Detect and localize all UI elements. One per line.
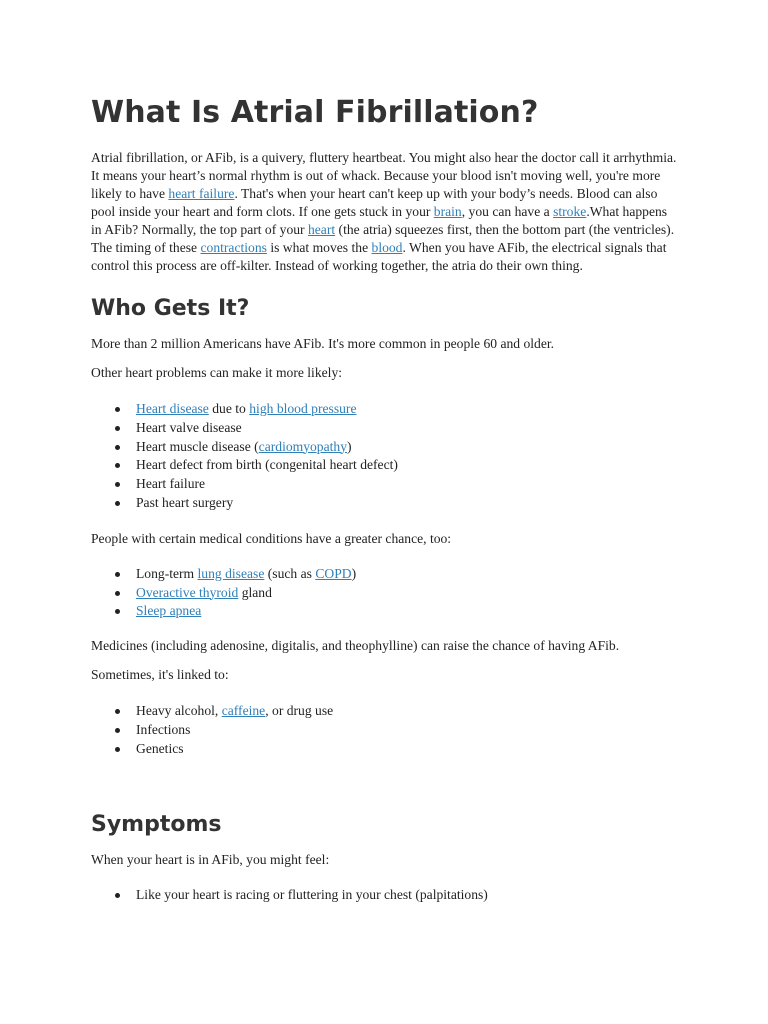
list-item-text: , or drug use	[265, 703, 334, 719]
list-item: Heart failure	[91, 475, 681, 494]
paragraph-conditions: People with certain medical conditions have a greater chance, too:	[91, 530, 452, 546]
intro-text: . When you have AFib, the electrical signals that control this process are off-kilter. Instead of working together, the atria do their own thing.	[91, 240, 667, 273]
link-heart-failure[interactable]: heart failure	[168, 186, 235, 201]
link-contractions[interactable]: contractions	[200, 240, 267, 255]
list-item: Heart valve disease	[91, 419, 681, 438]
link-copd[interactable]: COPD	[315, 565, 352, 581]
link-heart-disease[interactable]: Heart disease	[136, 401, 209, 416]
list-item-text: (such as	[264, 565, 316, 581]
link-blood[interactable]: blood	[371, 240, 403, 255]
list-item-text: )	[347, 438, 352, 454]
list-item-text: gland	[238, 584, 272, 600]
intro-text: . That's when your heart can't keep up with your body’s needs. Blood can also pool inside your heart and form clots. If one gets stuck in your	[91, 186, 658, 219]
list-item: Like your heart is racing or fluttering in your chest (palpitations)	[91, 886, 681, 905]
intro-paragraph	[91, 149, 681, 275]
list-item-text: Long-term	[136, 565, 198, 581]
list-item: Genetics	[91, 740, 681, 759]
list-item	[91, 400, 681, 419]
list-item	[91, 702, 681, 721]
list-item	[91, 584, 681, 603]
link-brain[interactable]: brain	[433, 204, 462, 219]
intro-text: is what moves the	[266, 240, 372, 255]
link-overactive-thyroid[interactable]: Overactive thyroid	[136, 584, 239, 600]
intro-text: Atrial fibrillation, or AFib, is a quivery, fluttery heartbeat. You might also hear the doctor call it arrhythmia. It means your heart’s normal rhythm is out of whack. Because your blood isn't moving well, you're more likely to have	[91, 150, 677, 201]
symptoms-list	[91, 886, 681, 905]
paragraph-medicines: Medicines (including adenosine, digitalis, and theophylline) can raise the chance of having AFib.	[91, 638, 620, 654]
list-item-text: Heavy alcohol,	[136, 703, 222, 719]
list-item: Infections	[91, 721, 681, 740]
list-item: Heart defect from birth (congenital heart defect)	[91, 456, 681, 475]
list-item	[91, 602, 681, 621]
link-high-blood-pressure[interactable]: high blood pressure	[249, 401, 357, 416]
list-item	[91, 565, 681, 584]
heading-symptoms: Symptoms	[91, 811, 222, 837]
intro-text: .What happens in AFib? Normally, the top part of your	[91, 204, 668, 237]
link-caffeine[interactable]: caffeine	[221, 703, 266, 719]
paragraph-prevalence: More than 2 million Americans have AFib. It's more common in people 60 and older.	[91, 336, 555, 351]
list-item	[91, 438, 681, 457]
intro-text: , you can have a	[461, 204, 554, 219]
list-item: Past heart surgery	[91, 494, 681, 513]
paragraph-symptoms-intro: When your heart is in AFib, you might feel:	[91, 851, 330, 867]
link-lung-disease[interactable]: lung disease	[197, 565, 265, 581]
heading-who-gets-it: Who Gets It?	[91, 296, 250, 321]
list-item-text: Heart muscle disease (	[136, 438, 259, 454]
intro-text: (the atria) squeezes first, then the bottom part (the ventricles). The timing of these	[91, 222, 675, 255]
linked-causes-list	[91, 702, 681, 758]
article	[91, 0, 681, 904]
paragraph-sometimes: Sometimes, it's linked to:	[91, 667, 229, 683]
link-sleep-apnea[interactable]: Sleep apnea	[136, 603, 202, 619]
conditions-list	[91, 565, 681, 621]
link-stroke[interactable]: stroke	[553, 204, 587, 219]
link-cardiomyopathy[interactable]: cardiomyopathy	[258, 438, 348, 454]
list-item-text: )	[351, 565, 357, 581]
page-title: What Is Atrial Fibrillation?	[91, 95, 539, 130]
list-item-text: due to	[208, 401, 250, 416]
heart-problems-list	[91, 400, 681, 513]
link-heart[interactable]: heart	[307, 222, 336, 237]
paragraph-other-problems: Other heart problems can make it more likely:	[91, 365, 343, 380]
